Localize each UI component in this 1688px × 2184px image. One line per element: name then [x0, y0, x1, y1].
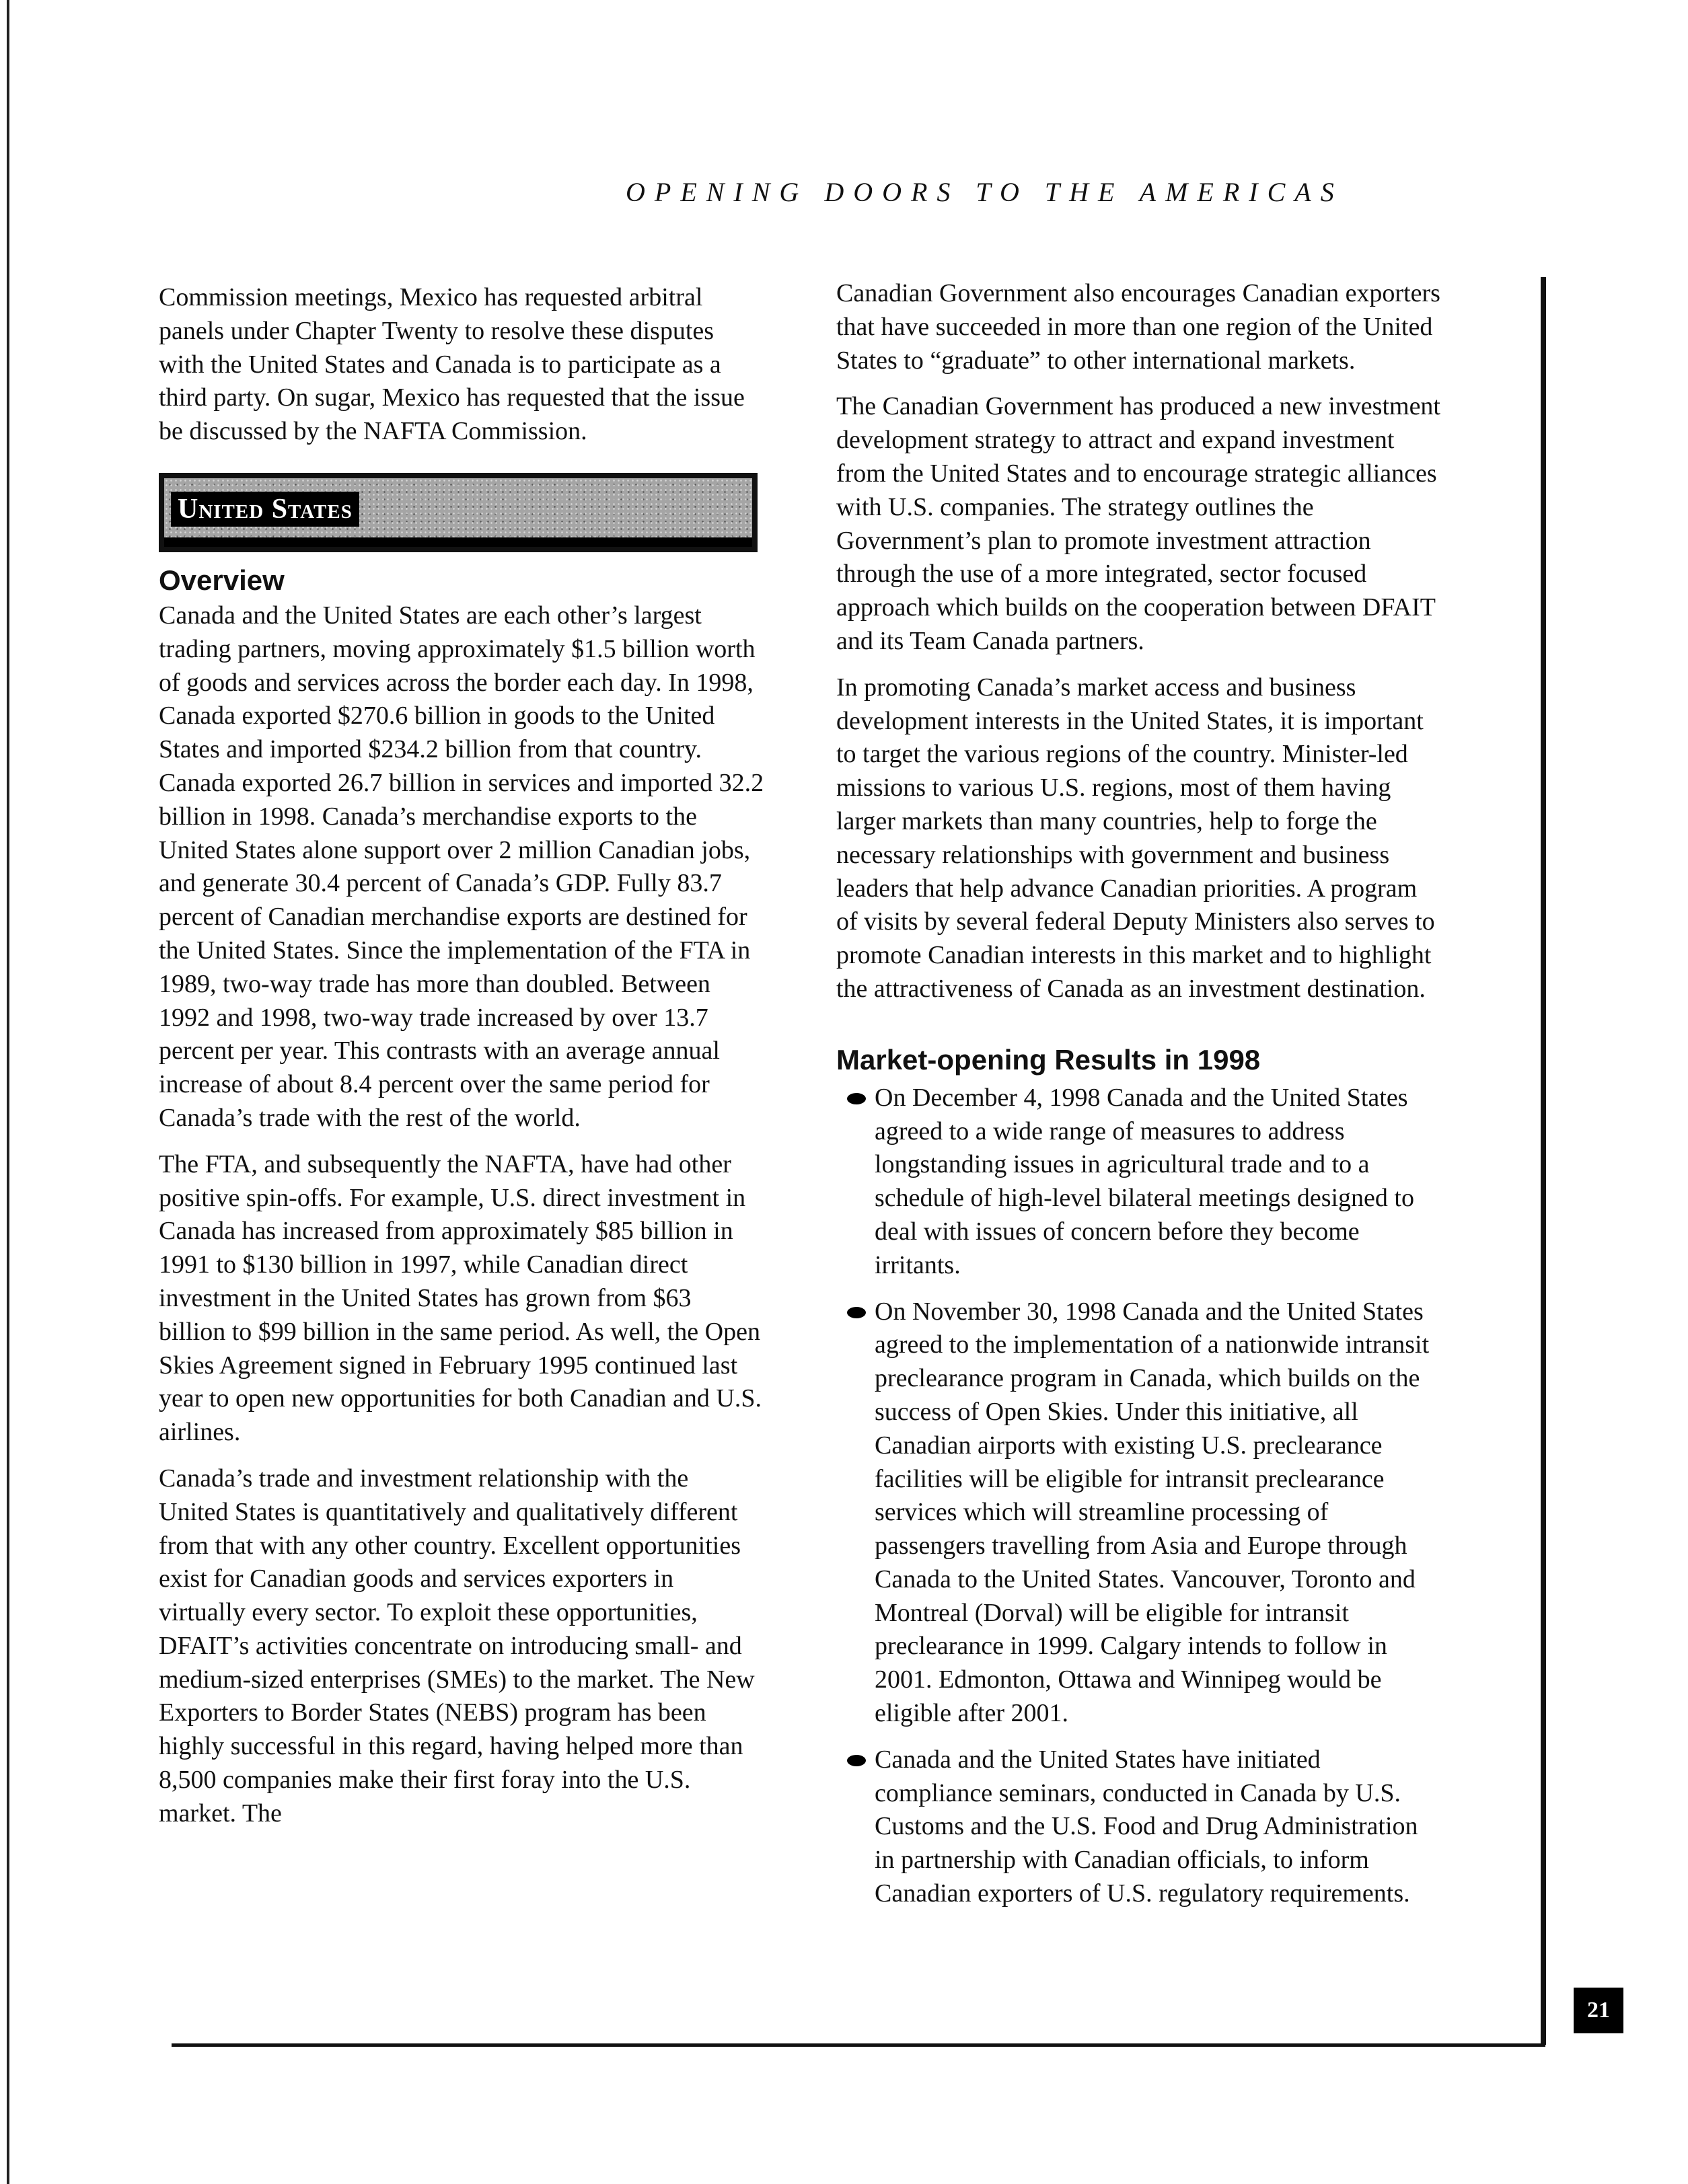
body-paragraph: In promoting Canada’s market access and business development interests in the United States, it is important to target the various regions of the country. Minister-led missions to various U.S. regions, most of them having larger markets than many countries, help to forge the necessary relationships with government and business leaders that help advance Canadian priorities. A program of visits by several federal Deputy Ministers also serves to promote Canadian interests in this market and to highlight the attractiveness of Canada as an investment destination.	[836, 673, 1435, 1003]
intro-paragraph: Commission meetings, Mexico has requested arbitral panels under Chapter Twenty to resolve these disputes with the United States and Canada is to participate as a third party. On sugar, Mexico has requested that the issue be discussed by the NAFTA Commission.	[159, 283, 745, 446]
bullet-icon	[847, 1307, 866, 1318]
section-banner	[159, 473, 758, 552]
market-results-heading: Market-opening Results in 1998	[836, 1043, 1261, 1076]
overview-heading: Overview	[159, 564, 285, 596]
list-item-text: On November 30, 1998 Canada and the United States agreed to the implementation of a nationwide intransit preclearance program in Canada, which builds on the success of Open Skies. Under this initiative, all Canadian airports with existing U.S. preclearance facilities will be eligible for intransit preclearance services which will streamline processing of passengers travelling from Asia and Europe through Canada to the United States. Vancouver, Toronto and Montreal (Dorval) will be eligible for intransit preclearance in 1999. Calgary intends to follow in 2001. Edmonton, Ottawa and Winnipeg would be eligible after 2001.	[875, 1297, 1430, 1728]
list-item-text: On December 4, 1998 Canada and the United States agreed to a wide range of measures to address longstanding issues in agricultural trade and to a schedule of high-level bilateral meetings designed to deal with issues of concern before they become irritants.	[875, 1083, 1414, 1279]
running-head: OPENING DOORS TO THE AMERICAS	[626, 177, 1344, 207]
left-column	[159, 281, 764, 1844]
list-item	[836, 1082, 1442, 1283]
list-item	[836, 1295, 1442, 1731]
page-number: 21	[1574, 1988, 1623, 2033]
banner-bottom-bar	[164, 537, 752, 547]
bullet-icon	[847, 1093, 866, 1104]
right-column	[836, 277, 1442, 1924]
binding-edge-rule	[7, 0, 9, 2184]
bullet-icon	[847, 1755, 866, 1766]
overview-paragraph: Canada and the United States are each other’s largest trading partners, moving approximately $1.5 billion worth of goods and services across the border each day. In 1998, Canada exported $270.6 billion in goods to the United States and imported $234.2 billion from that country. Canada exported 26.7 billion in services and imported 32.2 billion in 1998. Canada’s merchandise exports to the United States alone support over 2 million Canadian jobs, and generate 30.4 percent of Canada’s GDP. Fully 83.7 percent of Canadian merchandise exports are destined for the United States. Since the implementation of the FTA in 1989, two-way trade has more than doubled. Between 1992 and 1998, two-way trade increased by over 13.7 percent per year. This contrasts with an average annual increase of about 8.4 percent over the same period for Canada’s trade with the rest of the world.	[159, 601, 764, 1132]
results-list	[836, 1082, 1442, 1911]
overview-paragraph: The FTA, and subsequently the NAFTA, have had other positive spin-offs. For example, U.S. direct investment in Canada has increased from approximately $85 billion in 1991 to $130 billion in 1997, while Canadian direct investment in the United States has grown from $63 billion to $99 billion in the same period. As well, the Open Skies Agreement signed in February 1995 continued last year to open new opportunities for both Canadian and U.S. airlines.	[159, 1150, 762, 1447]
bottom-rule	[172, 2043, 1545, 2047]
body-paragraph: The Canadian Government has produced a new investment development strategy to attract and expand investment from the United States and to encourage strategic alliances with U.S. companies. The strategy outlines the Government’s plan to promote investment attraction through the use of a more integrated, sector focused approach which builds on the cooperation between DFAIT and its Team Canada partners.	[836, 392, 1440, 655]
right-frame-rule	[1541, 277, 1546, 2045]
list-item-text: Canada and the United States have initiated compliance seminars, conducted in Canada by U.S. Customs and the U.S. Food and Drug Administration in partnership with Canadian officials, to inform Canadian exporters of U.S. regulatory requirements.	[875, 1745, 1418, 1908]
body-paragraph: Canadian Government also encourages Canadian exporters that have succeeded in more than one region of the United States to “graduate” to other international markets.	[836, 279, 1440, 375]
overview-paragraph: Canada’s trade and investment relationship with the United States is quantitatively and qualitatively different from that with any other country. Excellent opportunities exist for Canadian goods and services exporters in virtually every sector. To exploit these opportunities, DFAIT’s activities concentrate on introducing small- and medium-sized enterprises (SMEs) to the market. The New Exporters to Border States (NEBS) program has been highly successful in this regard, having helped more than 8,500 companies make their first foray into the U.S. market. The	[159, 1464, 755, 1828]
list-item	[836, 1743, 1442, 1911]
section-banner-label: United States	[171, 492, 359, 527]
